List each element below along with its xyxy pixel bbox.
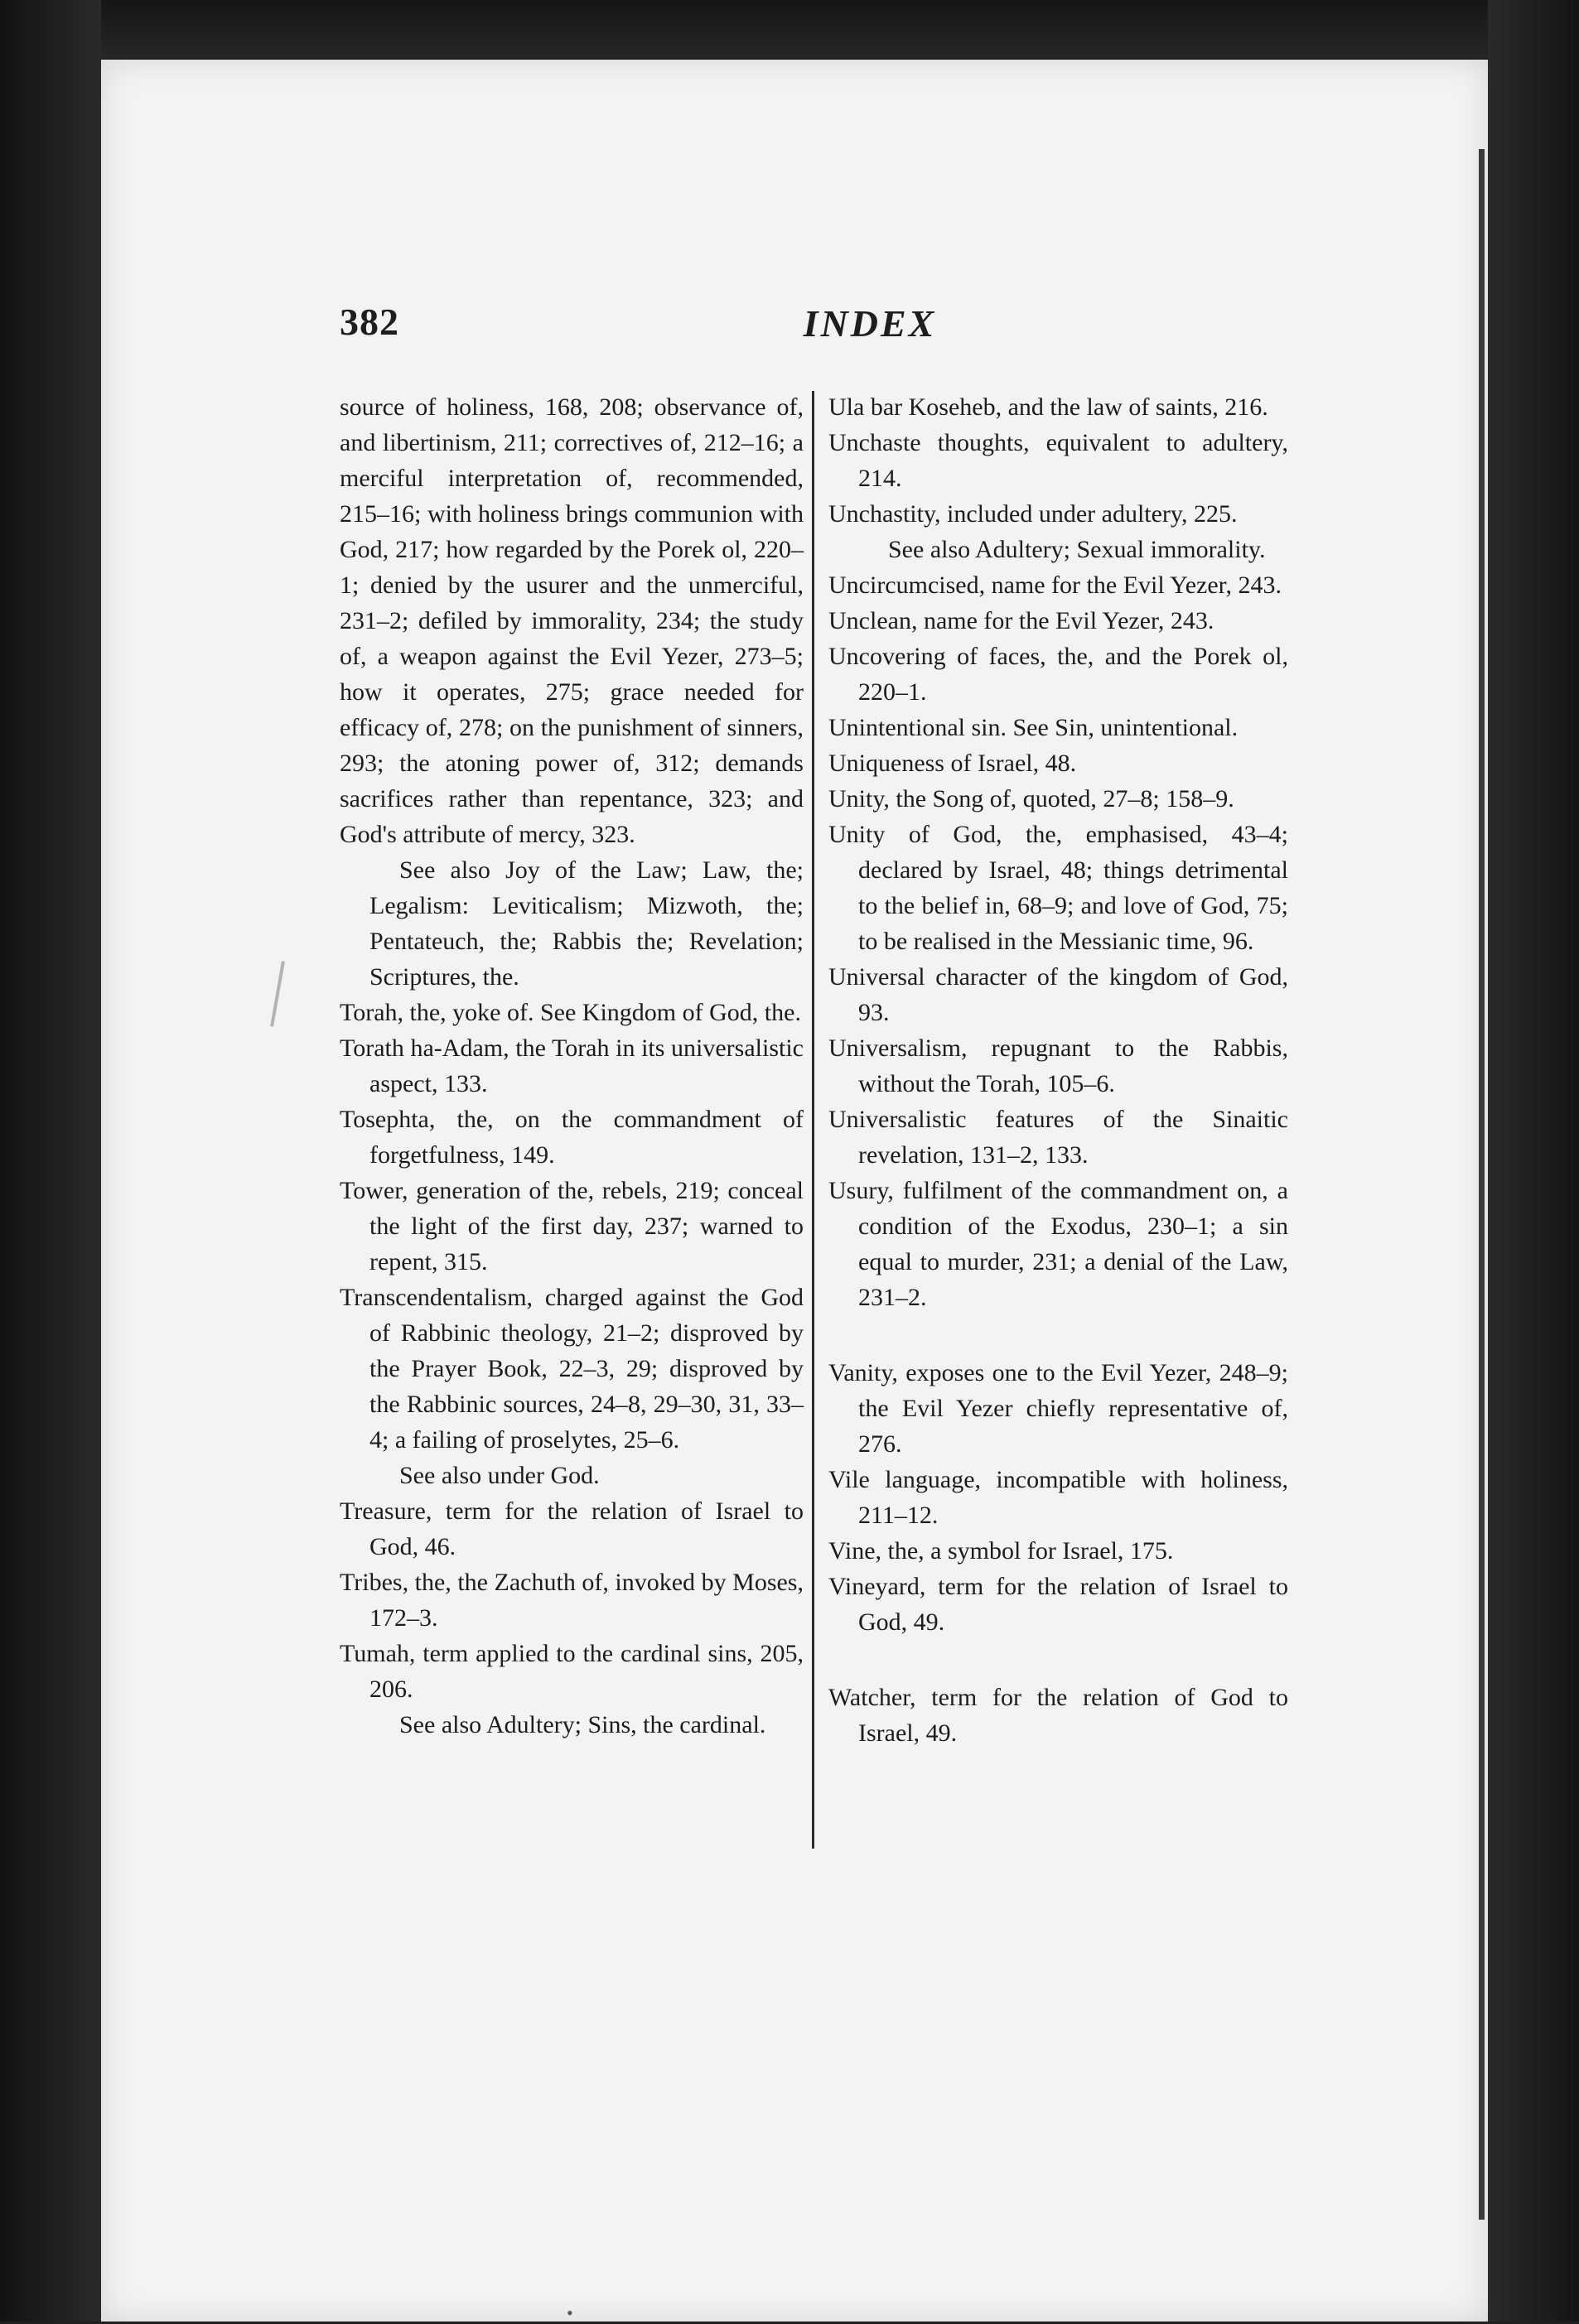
index-entry: Unclean, name for the Evil Yezer, 243. [828, 607, 1214, 634]
index-entry: Unchaste thoughts, equivalent to adultery, 214. [828, 429, 1288, 492]
index-entry: Uncircumcised, name for the Evil Yezer, 243. [828, 571, 1282, 599]
index-entry: Uncovering of faces, the, and the Porek ol, 220–1. [828, 643, 1288, 706]
index-entry: Unintentional sin. See Sin, unintentional. [828, 714, 1239, 741]
index-entry: Vine, the, a symbol for Israel, 175. [828, 1537, 1174, 1565]
index-entry: Universalism, repugnant to the Rabbis, without the Torah, 105–6. [828, 1034, 1288, 1097]
index-entry: Transcendentalism, charged against the God of Rabbinic theology, 21–2; disproved by the Prayer Book, 22–3, 29; disproved by the Rabbinic sources, 24–8, 29–30, 31, 33–4; a failing of proselytes, 25–6. [340, 1284, 804, 1454]
index-entry: Treasure, term for the relation of Israel to God, 46. [340, 1497, 804, 1560]
index-entry: Unity of God, the, emphasised, 43–4; declared by Israel, 48; things detrimental to the belief in, 68–9; and love of God, 75; to be realised in the Messianic time, 96. [828, 821, 1288, 955]
index-entry: Unity, the Song of, quoted, 27–8; 158–9. [828, 785, 1234, 812]
index-entry: Tower, generation of the, rebels, 219; conceal the light of the first day, 237; warned to repent, 315. [340, 1177, 804, 1275]
entry-gap [828, 1640, 1288, 1680]
page-edge-rule [1479, 149, 1485, 2220]
index-entry: Tosephta, the, on the commandment of forgetfulness, 149. [340, 1106, 804, 1169]
index-entry: Usury, fulfilment of the commandment on, a condition of the Exodus, 230–1; a sin equal to murder, 231; a denial of the Law, 231–2. [828, 1177, 1288, 1311]
index-entry: Vile language, incompatible with holiness, 211–12. [828, 1466, 1288, 1529]
index-column-right [828, 389, 1288, 1751]
column-divider [812, 391, 814, 1849]
index-entry: source of holiness, 168, 208; observance of, and libertinism, 211; correctives of, 212–16; a merciful interpretation of, recommended, 215–16; with holiness brings communion with God, 217; how regarded by the Porek ol, 220–1; denied by the usurer and the unmerciful, 231–2; defiled by immorality, 234; the study of, a weapon against the Evil Yezer, 273–5; how it operates, 275; grace needed for efficacy of, 278; on the punishment of sinners, 293; the atoning power of, 312; demands sacrifices rather than repentance, 323; and God's attribute of mercy, 323. [340, 393, 804, 848]
index-entry: Watcher, term for the relation of God to Israel, 49. [828, 1684, 1288, 1747]
see-also-reference: See also under God. [399, 1462, 600, 1489]
index-entry: Tribes, the, the Zachuth of, invoked by Moses, 172–3. [340, 1569, 804, 1632]
index-entry: Universalistic features of the Sinaitic revelation, 131–2, 133. [828, 1106, 1288, 1169]
index-entry: Torath ha-Adam, the Torah in its universalistic aspect, 133. [340, 1034, 804, 1097]
scan-border-left [0, 0, 101, 2322]
page-number: 382 [340, 301, 399, 343]
entry-gap [828, 1315, 1288, 1355]
index-entry: Vanity, exposes one to the Evil Yezer, 248–9; the Evil Yezer chiefly representative of, 276. [828, 1359, 1288, 1458]
scan-border-top [0, 0, 1579, 58]
see-also-reference: See also Joy of the Law; Law, the; Legalism: Leviticalism; Mizwoth, the; Pentateuch, the; Rabbis the; Revelation; Scriptures, the. [369, 856, 804, 991]
scan-border-right [1488, 0, 1579, 2322]
see-also-reference: See also Adultery; Sins, the cardinal. [399, 1711, 766, 1738]
index-column-left [340, 389, 804, 1743]
index-entry: Vineyard, term for the relation of Israel to God, 49. [828, 1573, 1288, 1636]
page-title: INDEX [803, 302, 937, 345]
index-entry: Uniqueness of Israel, 48. [828, 750, 1077, 777]
page-mark: • [567, 2302, 573, 2323]
index-entry: Ula bar Koseheb, and the law of saints, 216. [828, 393, 1268, 421]
index-entry: Torah, the, yoke of. See Kingdom of God, the. [340, 999, 801, 1026]
index-entry: Unchastity, included under adultery, 225. [828, 500, 1238, 528]
index-entry: Universal character of the kingdom of God, 93. [828, 963, 1288, 1026]
index-entry: Tumah, term applied to the cardinal sins, 205, 206. [340, 1640, 804, 1703]
see-also-reference: See also Adultery; Sexual immorality. [888, 536, 1266, 563]
